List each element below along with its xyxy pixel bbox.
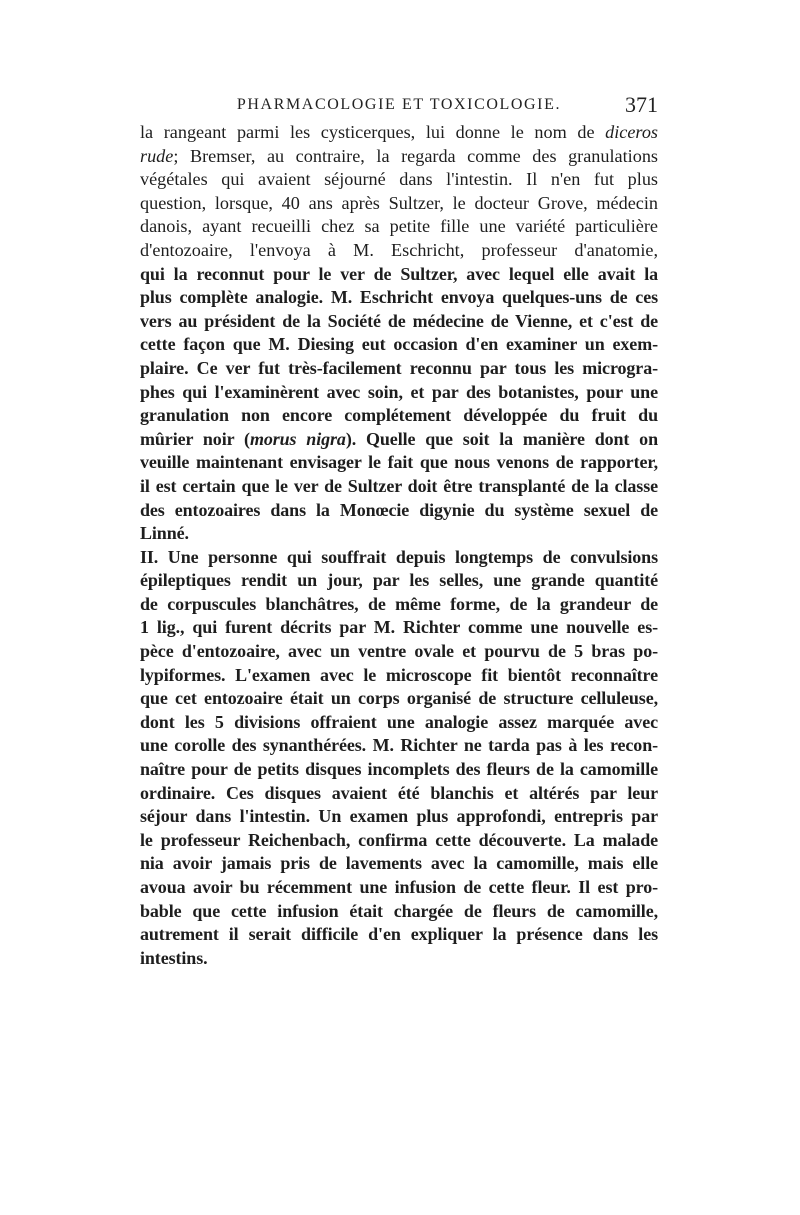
text-line <box>140 734 658 758</box>
text-line <box>140 239 658 263</box>
text-line <box>140 616 658 640</box>
text-span: il est certain que le ver de Sultzer doit être transplanté de la classe <box>140 475 658 496</box>
text-line <box>140 947 658 971</box>
text-line <box>140 876 658 900</box>
text-line <box>140 475 658 499</box>
text-span: d'entozoaire, l'envoya à M. Eschricht, professeur d'anatomie, <box>140 239 658 260</box>
text-line <box>140 546 658 570</box>
text-line <box>140 569 658 593</box>
text-span: séjour dans l'intestin. Un examen plus approfondi, entrepris par <box>140 806 658 827</box>
text-span: phes qui l'examinèrent avec soin, et par des botanistes, pour une <box>140 381 658 402</box>
text-line <box>140 687 658 711</box>
text-span: végétales qui avaient séjourné dans l'intestin. Il n'en fut plus <box>140 169 658 190</box>
text-span: qui la reconnut pour le ver de Sultzer, avec lequel elle avait la <box>140 263 658 284</box>
text-span: ordinaire. Ces disques avaient été blanchis et altérés par leur <box>140 782 658 803</box>
text-line <box>140 121 658 145</box>
text-span: nia avoir jamais pris de lavements avec la camomille, mais elle <box>140 853 658 874</box>
text-span: question, lorsque, 40 ans après Sultzer, le docteur Grove, médecin <box>140 192 658 213</box>
text-span: danois, ayant recueilli chez sa petite fille une variété particulière <box>140 216 658 237</box>
text-line <box>140 852 658 876</box>
text-span: plus complète analogie. M. Eschricht envoya quelques-uns de ces <box>140 287 658 308</box>
body-text <box>140 121 658 970</box>
text-line <box>140 263 658 287</box>
italic-term: rude <box>140 145 174 166</box>
text-span: des entozoaires dans la Monœcie digynie du système sexuel de <box>140 499 658 520</box>
text-line <box>140 333 658 357</box>
text-line <box>140 404 658 428</box>
text-span: granulation non encore complétement développée du fruit du <box>140 405 658 426</box>
text-span: la rangeant parmi les cysticerques, lui donne le nom de <box>140 122 606 142</box>
text-line <box>140 782 658 806</box>
text-line <box>140 758 658 782</box>
text-span: lypiformes. L'examen avec le microscope fit bientôt reconnaître <box>140 664 658 685</box>
italic-term: diceros <box>605 122 658 142</box>
text-span: intestins. <box>140 947 208 968</box>
text-line <box>140 215 658 239</box>
text-line <box>140 711 658 735</box>
text-line <box>140 310 658 334</box>
text-line <box>140 451 658 475</box>
running-title: PHARMACOLOGIE ET TOXICOLOGIE. <box>236 96 562 113</box>
text-line <box>140 640 658 664</box>
text-span: veuille maintenant envisager le fait que nous venons de rapporter, <box>140 452 658 473</box>
text-span: autrement il serait difficile d'en expliquer la présence dans les <box>140 924 658 945</box>
text-line <box>140 522 658 546</box>
page-number: 371 <box>625 92 658 117</box>
text-line <box>140 593 658 617</box>
text-line <box>140 286 658 310</box>
text-line <box>140 499 658 523</box>
text-span: ; Bremser, au contraire, la regarda comme des granulations <box>173 145 658 166</box>
text-span: naître pour de petits disques incomplets des fleurs de la camomille <box>140 759 658 780</box>
text-line <box>140 145 658 169</box>
text-span: que cet entozoaire était un corps organisé de structure celluleuse, <box>140 688 658 709</box>
text-line <box>140 428 658 452</box>
paragraph-upper <box>140 121 658 263</box>
text-span: plaire. Ce ver fut très-facilement reconnu par tous les microgra- <box>140 357 658 378</box>
text-line <box>140 805 658 829</box>
text-span: mûrier noir ( <box>140 428 250 449</box>
text-span: épileptiques rendit un jour, par les selles, une grande quantité <box>140 570 658 591</box>
text-span: 1 lig., qui furent décrits par M. Richter comme une nouvelle es- <box>140 617 658 638</box>
text-span: dont les 5 divisions offraient une analogie assez marquée avec <box>140 711 658 732</box>
text-span: vers au président de la Société de médecine de Vienne, et c'est de <box>140 310 658 331</box>
text-line <box>140 664 658 688</box>
text-line <box>140 381 658 405</box>
italic-term: morus nigra <box>249 428 346 449</box>
text-line <box>140 192 658 216</box>
text-span: ). Quelle que soit la manière dont on <box>345 428 658 449</box>
text-line <box>140 829 658 853</box>
text-span: Linné. <box>140 523 189 544</box>
text-line <box>140 357 658 381</box>
text-span: avoua avoir bu récemment une infusion de cette fleur. Il est pro- <box>140 877 658 897</box>
text-span: II. Une personne qui souffrait depuis longtemps de convulsions <box>140 546 658 567</box>
text-span: le professeur Reichenbach, confirma cette découverte. La malade <box>140 829 658 850</box>
running-head <box>140 92 658 122</box>
text-span: pèce d'entozoaire, avec un ventre ovale et pourvu de 5 bras po- <box>140 641 658 662</box>
text-span: cette façon que M. Diesing eut occasion d'en examiner un exem- <box>140 334 658 355</box>
text-span: bable que cette infusion était chargée de fleurs de camomille, <box>140 900 658 921</box>
text-span: de corpuscules blanchâtres, de même forme, de la grandeur de <box>140 593 658 614</box>
text-line <box>140 923 658 947</box>
paragraph-lower <box>140 263 658 971</box>
text-span: une corolle des synanthérées. M. Richter ne tarda pas à les recon- <box>140 735 658 756</box>
text-line <box>140 900 658 924</box>
text-line <box>140 168 658 192</box>
